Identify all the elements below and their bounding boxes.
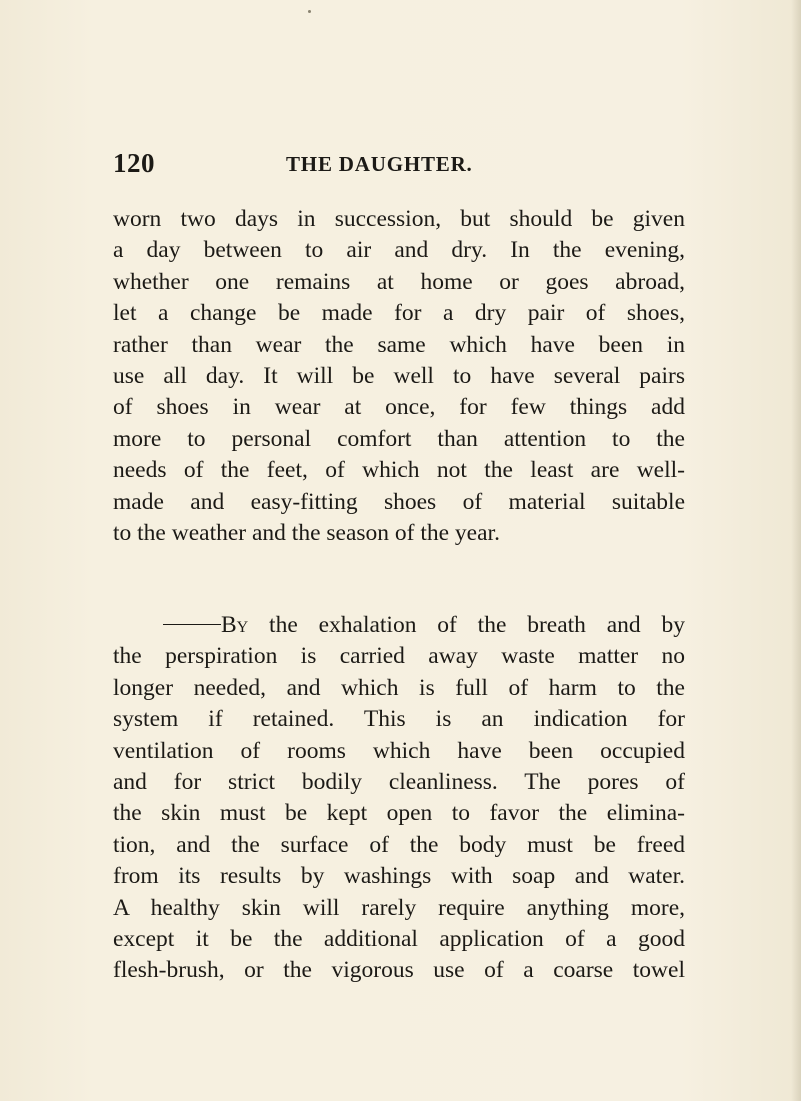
paragraph-shoes xyxy=(113,204,685,549)
text-line: from its results by washings with soap and water. xyxy=(113,863,685,890)
text-line: more to personal comfort than attention to the xyxy=(113,425,685,452)
text-line: and for strict bodily cleanliness. The pores of xyxy=(113,768,685,795)
opening-line-text: the exhalation of the breath and by xyxy=(248,612,685,638)
paragraph-perspiration xyxy=(113,610,685,987)
text-line: a day between to air and dry. In the evening, xyxy=(113,237,685,264)
text-line: to the weather and the season of the year. xyxy=(113,519,500,546)
text-line: worn two days in succession, but should be given xyxy=(113,206,685,232)
text-line: system if retained. This is an indication for xyxy=(113,706,685,733)
page-edge-shadow xyxy=(791,0,801,1101)
text-line: of shoes in wear at once, for few things add xyxy=(113,394,685,421)
text-line: made and easy-fitting shoes of material suitable xyxy=(113,488,685,515)
paper-speck xyxy=(308,10,311,13)
text-line: the skin must be kept open to favor the elimina- xyxy=(113,800,685,827)
opening-word: By xyxy=(221,612,249,638)
text-line: A healthy skin will rarely require anything more, xyxy=(113,894,685,921)
text-line: needs of the feet, of which not the least are well- xyxy=(113,457,685,484)
text-line: flesh-brush, or the vigorous use of a coarse towel xyxy=(113,957,685,984)
paragraph-opening-line xyxy=(113,610,685,641)
text-line: except it be the additional application of a good xyxy=(113,925,685,952)
text-line: ventilation of rooms which have been occupied xyxy=(113,737,685,764)
text-line: longer needed, and which is full of harm to the xyxy=(113,674,685,701)
em-dash-rule xyxy=(163,624,221,625)
running-head xyxy=(113,148,713,184)
running-title: THE DAUGHTER. xyxy=(286,152,473,176)
text-line: use all day. It will be well to have several pairs xyxy=(113,362,685,389)
text-line: rather than wear the same which have been in xyxy=(113,331,685,358)
text-line: tion, and the surface of the body must be freed xyxy=(113,831,685,858)
page-number: 120 xyxy=(113,148,155,178)
text-line: let a change be made for a dry pair of shoes, xyxy=(113,300,685,327)
text-line: whether one remains at home or goes abroad, xyxy=(113,268,685,295)
text-line: the perspiration is carried away waste matter no xyxy=(113,643,685,670)
